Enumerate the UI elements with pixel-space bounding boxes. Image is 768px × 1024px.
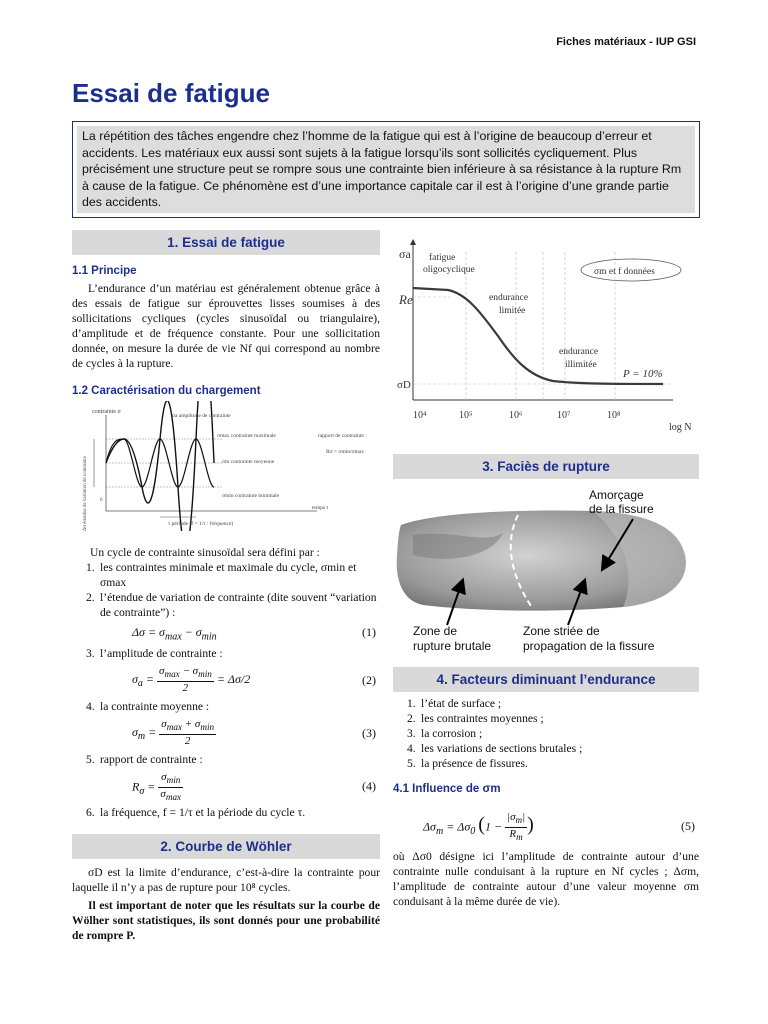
cycle-intro: Un cycle de contrainte sinusoïdal sera défini par : bbox=[90, 546, 320, 559]
photo-label-zone2-b: propagation de la fissure bbox=[523, 639, 655, 653]
list-item: 3. la corrosion ; bbox=[407, 727, 483, 740]
cycle-label-periode: τ période (f = 1/τ : fréquence) bbox=[168, 521, 234, 527]
list-item: 1. l’état de surface ; bbox=[407, 697, 502, 710]
section-heading-facies: 3. Faciès de rupture bbox=[393, 454, 699, 479]
page-title: Essai de fatigue bbox=[72, 78, 270, 108]
wohler-text-1: σD est la limite d’endurance, c’est-à-dire la contrainte pour laquelle il n’y a pas de rupture pour 10⁸ cycles. bbox=[72, 866, 380, 894]
wohler-zone-3b: illimitée bbox=[565, 360, 597, 370]
equation-4: $R_\sigma$ = $\frac{\sigma_{min}}{\sigma_{max}}$ (4) bbox=[132, 771, 376, 803]
cycle-label-temps: temps t bbox=[312, 505, 329, 511]
wohler-zone-1a: fatigue bbox=[429, 253, 456, 263]
photo-label-zone1-b: rupture brutale bbox=[413, 639, 492, 653]
facteurs-list bbox=[393, 696, 699, 771]
subsection-chargement: 1.2 Caractérisation du chargement bbox=[72, 385, 261, 397]
fracture-photo bbox=[393, 485, 699, 655]
photo-label-zone1-a: Zone de bbox=[413, 624, 458, 638]
cycle-label-rapport-eq: Rσ = σmin/σmax bbox=[326, 449, 364, 455]
photo-label-amorcage-1: Amorçage bbox=[589, 488, 644, 502]
section-heading-wohler: 2. Courbe de Wöhler bbox=[72, 834, 380, 859]
wohler-zone-2b: limitée bbox=[499, 306, 526, 316]
list-item: 2. l’étendue de variation de contrainte (dite souvent “variation de contrainte”) : bbox=[86, 591, 377, 619]
equation-5: $\Delta\sigma_m = \Delta\sigma_0$ (1 − $\frac{|\sigma_m|}{R_m}$ ) (5) bbox=[423, 811, 695, 843]
list-item: 5. rapport de contrainte : bbox=[86, 753, 203, 766]
right-column bbox=[393, 230, 699, 909]
equation-2: $\sigma_a$ = $\frac{\sigma_{max} - \sigma_{min}}{2}$ = Δσ/2 (2) bbox=[132, 665, 376, 695]
list-item: 1. les contraintes minimale et maximale du cycle, σmin et σmax bbox=[86, 561, 357, 589]
wohler-y-label: σa bbox=[399, 247, 411, 261]
cycle-definition-list bbox=[72, 560, 380, 620]
wohler-sd-label: σD bbox=[397, 379, 411, 391]
wohler-x-tick: 10⁷ bbox=[557, 410, 571, 421]
list-item: 3. l’amplitude de contrainte : bbox=[86, 647, 223, 660]
subsection-principe: 1.1 Principe bbox=[72, 265, 137, 277]
wohler-zone-1b: oligocyclique bbox=[423, 265, 475, 275]
header-title: Fiches matériaux - IUP GSI bbox=[556, 36, 696, 48]
cycle-diagram bbox=[72, 401, 380, 531]
wohler-zone-2a: endurance bbox=[489, 293, 529, 303]
cycle-label-moy: σm contrainte moyenne bbox=[222, 459, 275, 465]
wohler-text-2: Il est important de noter que les résultats sur la courbe de Wölher sont statistiques, ils sont donnés pour une probabilité de rompre P. bbox=[72, 899, 380, 942]
cycle-label-rapport: rapport de contrainte : bbox=[318, 433, 367, 439]
intro-text: La répétition des tâches engendre chez l’homme de la fatigue qui est à l’origine de beaucoup d’erreur et accidents. Les matériaux eux aussi sont sujets à la fatigue lorsqu’ils sont sollicités cycliquement. Plus précisément une structure peut se rompre sous une contrainte bien inférieure à sa résistance à la rupture Rm à cause de la fatigue. Ce phénomène est d’une importance capitale car il est à l’origine d’une grande partie des accidents. bbox=[77, 126, 695, 213]
equation-1: $\Delta\sigma = \sigma_{max} - \sigma_{min}$ (1) bbox=[132, 625, 376, 643]
influence-text: où Δσ0 désigne ici l’amplitude de contrainte autour d’une contrainte nulle conduisant à la rupture en Nf cycles ; Δσm, l’amplitude de contrainte autour d’une valeur moyenne σm conduisant à la même durée de vie). bbox=[393, 850, 699, 908]
wohler-box-label: σm et f données bbox=[594, 267, 655, 277]
photo-label-amorcage-2: de la fissure bbox=[589, 502, 654, 516]
list-item: 4. la contrainte moyenne : bbox=[86, 700, 210, 713]
section-heading-essai: 1. Essai de fatigue bbox=[72, 230, 380, 255]
cycle-label-amplitude: σa amplitude de contrainte bbox=[172, 413, 231, 419]
list-item: 2. les contraintes moyennes ; bbox=[407, 712, 544, 725]
cycle-label-min: σmin contrainte minimale bbox=[222, 493, 280, 499]
principe-text: L’endurance d’un matériau est généralement obtenue grâce à des essais de fatigue sur éprouvettes lisses soumises à des sollicitations cycliques (cycles sinusoïdal ou triangulaire), d’amplitude et de fréquence constante. Pour une sollicitation donnée, on mesure la durée de vie Nf qui correspond au nombre de cycles à la rupture. bbox=[72, 282, 380, 370]
list-item: 5. la présence de fissures. bbox=[407, 757, 528, 770]
wohler-x-tick: 10⁵ bbox=[459, 410, 473, 421]
subsection-influence: 4.1 Influence de σm bbox=[393, 783, 501, 795]
cycle-label-zero: 0 bbox=[100, 498, 103, 503]
section-heading-facteurs: 4. Facteurs diminuant l’endurance bbox=[393, 667, 699, 692]
wohler-x-label: log N bbox=[669, 422, 692, 433]
wohler-x-tick: 10⁸ bbox=[607, 410, 621, 421]
photo-label-zone2-a: Zone striée de bbox=[523, 624, 600, 638]
wohler-chart bbox=[393, 236, 699, 436]
cycle-label-contrainte: contrainte σ bbox=[92, 409, 121, 415]
list-item: 4. les variations de sections brutales ; bbox=[407, 742, 583, 755]
cycle-label-etendue: Δσ étendue de variation de contrainte bbox=[83, 456, 88, 531]
left-column bbox=[72, 230, 380, 943]
list-item: 6. la fréquence, f = 1/τ et la période du cycle τ. bbox=[86, 806, 306, 819]
equation-3: $\sigma_m$ = $\frac{\sigma_{max} + \sigma_{min}}{2}$ (3) bbox=[132, 718, 376, 748]
cycle-label-max: σmax contrainte maximale bbox=[217, 433, 276, 439]
wohler-p-label: P = 10% bbox=[623, 368, 663, 380]
wohler-x-tick: 10⁴ bbox=[413, 410, 427, 421]
wohler-x-tick: 10⁶ bbox=[509, 410, 523, 421]
wohler-re-label: Re bbox=[399, 292, 413, 307]
wohler-zone-3a: endurance bbox=[559, 347, 599, 357]
intro-box bbox=[72, 121, 700, 218]
